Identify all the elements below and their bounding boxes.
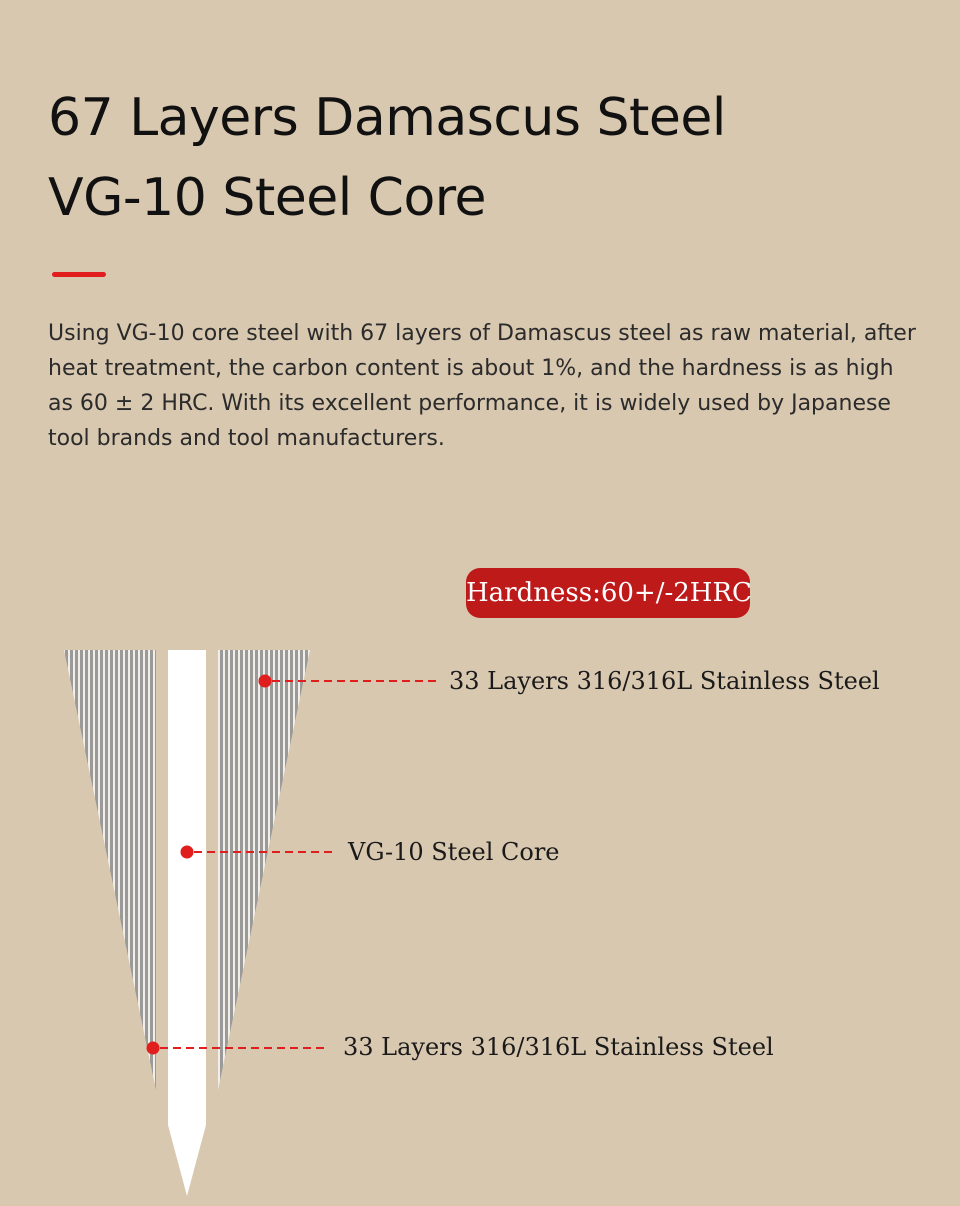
page-title-line-1: 67 Layers Damascus Steel — [48, 88, 726, 148]
left-damascus-layers — [64, 650, 156, 1090]
callout-label-outer-layers-bottom: 33 Layers 316/316L Stainless Steel — [343, 1033, 774, 1061]
hardness-badge: Hardness:60+/-2HRC — [466, 568, 750, 618]
page-title-line-2: VG-10 Steel Core — [48, 168, 487, 228]
callout-label-outer-layers-top: 33 Layers 316/316L Stainless Steel — [449, 667, 880, 695]
callout-label-core: VG-10 Steel Core — [348, 838, 560, 866]
right-damascus-layers — [218, 650, 310, 1090]
vg10-core — [168, 650, 206, 1196]
description-text: Using VG-10 core steel with 67 layers of Damascus steel as raw material, after heat treatment, the carbon content is about 1%, and the hardness is as high as 60 ± 2 HRC. With its excellent performance, it is widely used by Japanese tool brands and tool manufacturers. — [48, 321, 916, 451]
